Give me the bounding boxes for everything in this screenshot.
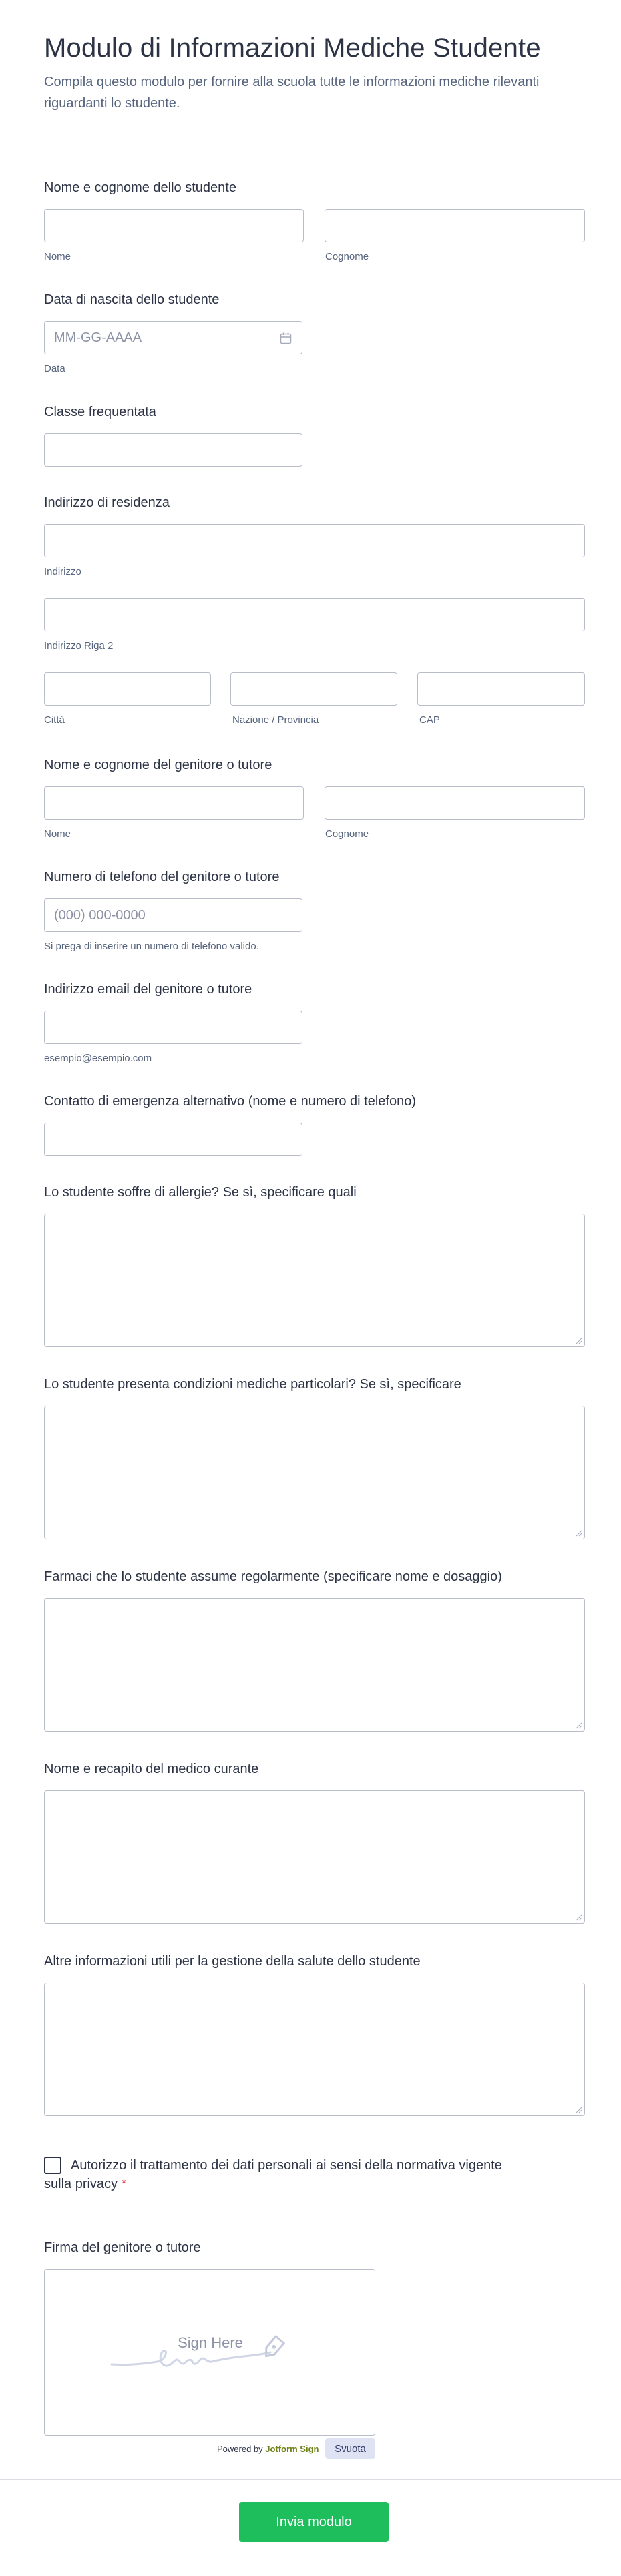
resize-grip-icon[interactable] xyxy=(576,2107,582,2113)
consent-text: Autorizzo il trattamento dei dati personali ai sensi della normativa vigente sulla privacy xyxy=(44,2158,502,2192)
required-mark: * xyxy=(121,2177,127,2192)
address-label: Indirizzo di residenza xyxy=(44,495,170,510)
birth-date-label: Data di nascita dello studente xyxy=(44,292,220,307)
footer-divider xyxy=(0,2479,621,2480)
signature-pad[interactable] xyxy=(44,2269,375,2436)
guardian-last-name-input[interactable] xyxy=(325,786,585,820)
form-header xyxy=(0,0,621,148)
class-label: Classe frequentata xyxy=(44,405,156,419)
emergency-contact-input[interactable] xyxy=(44,1123,302,1156)
address-line2-sublabel: Indirizzo Riga 2 xyxy=(44,640,114,652)
guardian-last-name-sublabel: Cognome xyxy=(325,828,369,840)
submit-button[interactable]: Invia modulo xyxy=(239,2502,389,2542)
emergency-contact-label: Contatto di emergenza alternativo (nome e numero di telefono) xyxy=(44,1094,416,1109)
other-info-textarea[interactable] xyxy=(44,1983,585,2116)
student-name-label: Nome e cognome dello studente xyxy=(44,180,236,195)
zip-input[interactable] xyxy=(417,672,585,706)
conditions-label: Lo studente presenta condizioni mediche particolari? Se sì, specificare xyxy=(44,1377,461,1392)
allergies-textarea[interactable] xyxy=(44,1214,585,1347)
signature-placeholder: Sign Here xyxy=(178,2334,243,2351)
email-sublabel: esempio@esempio.com xyxy=(44,1053,152,1064)
guardian-first-name-input[interactable] xyxy=(44,786,304,820)
address-line2-input[interactable] xyxy=(44,598,585,631)
phone-placeholder: (000) 000-0000 xyxy=(54,907,146,923)
address-line1-sublabel: Indirizzo xyxy=(44,566,81,577)
page-subtitle: Compila questo modulo per fornire alla scuola tutte le informazioni mediche rilevanti riguardanti lo studente. xyxy=(44,75,540,111)
signature-scribble-icon xyxy=(110,2328,304,2372)
phone-input[interactable] xyxy=(44,898,302,932)
zip-sublabel: CAP xyxy=(419,714,440,726)
guardian-name-label: Nome e cognome del genitore o tutore xyxy=(44,758,272,772)
phone-sublabel: Si prega di inserire un numero di telefono valido. xyxy=(44,941,259,952)
conditions-textarea[interactable] xyxy=(44,1406,585,1539)
allergies-label: Lo studente soffre di allergie? Se sì, specificare quali xyxy=(44,1185,357,1200)
birth-date-sublabel: Data xyxy=(44,363,65,374)
birth-date-placeholder: MM-GG-AAAA xyxy=(54,330,142,345)
resize-grip-icon[interactable] xyxy=(576,1722,582,1729)
student-last-name-sublabel: Cognome xyxy=(325,251,369,262)
page-title: Modulo di Informazioni Mediche Studente xyxy=(44,33,541,63)
email-input[interactable] xyxy=(44,1011,302,1044)
medications-label: Farmaci che lo studente assume regolarmente (specificare nome e dosaggio) xyxy=(44,1569,502,1584)
address-line1-input[interactable] xyxy=(44,524,585,557)
student-first-name-input[interactable] xyxy=(44,209,304,242)
doctor-textarea[interactable] xyxy=(44,1790,585,1924)
clear-signature-button[interactable]: Svuota xyxy=(325,2438,375,2459)
city-sublabel: Città xyxy=(44,714,65,726)
state-sublabel: Nazione / Provincia xyxy=(232,714,319,726)
resize-grip-icon[interactable] xyxy=(576,1530,582,1537)
student-last-name-input[interactable] xyxy=(325,209,585,242)
state-input[interactable] xyxy=(230,672,397,706)
consent-label[interactable] xyxy=(44,2156,511,2194)
guardian-first-name-sublabel: Nome xyxy=(44,828,71,840)
resize-grip-icon[interactable] xyxy=(576,1914,582,1921)
resize-grip-icon[interactable] xyxy=(576,1338,582,1344)
signature-label: Firma del genitore o tutore xyxy=(44,2240,201,2255)
doctor-label: Nome e recapito del medico curante xyxy=(44,1762,259,1776)
other-info-label: Altre informazioni utili per la gestione della salute dello studente xyxy=(44,1954,421,1969)
jotform-sign-brand: Jotform Sign xyxy=(265,2444,319,2454)
birth-date-input[interactable] xyxy=(44,321,302,354)
powered-by-text: Powered by Jotform Sign xyxy=(217,2444,319,2454)
phone-label: Numero di telefono del genitore o tutore xyxy=(44,870,280,884)
medications-textarea[interactable] xyxy=(44,1598,585,1732)
class-input[interactable] xyxy=(44,433,302,467)
student-first-name-sublabel: Nome xyxy=(44,251,71,262)
city-input[interactable] xyxy=(44,672,211,706)
email-label: Indirizzo email del genitore o tutore xyxy=(44,982,252,997)
calendar-icon[interactable] xyxy=(279,332,292,345)
